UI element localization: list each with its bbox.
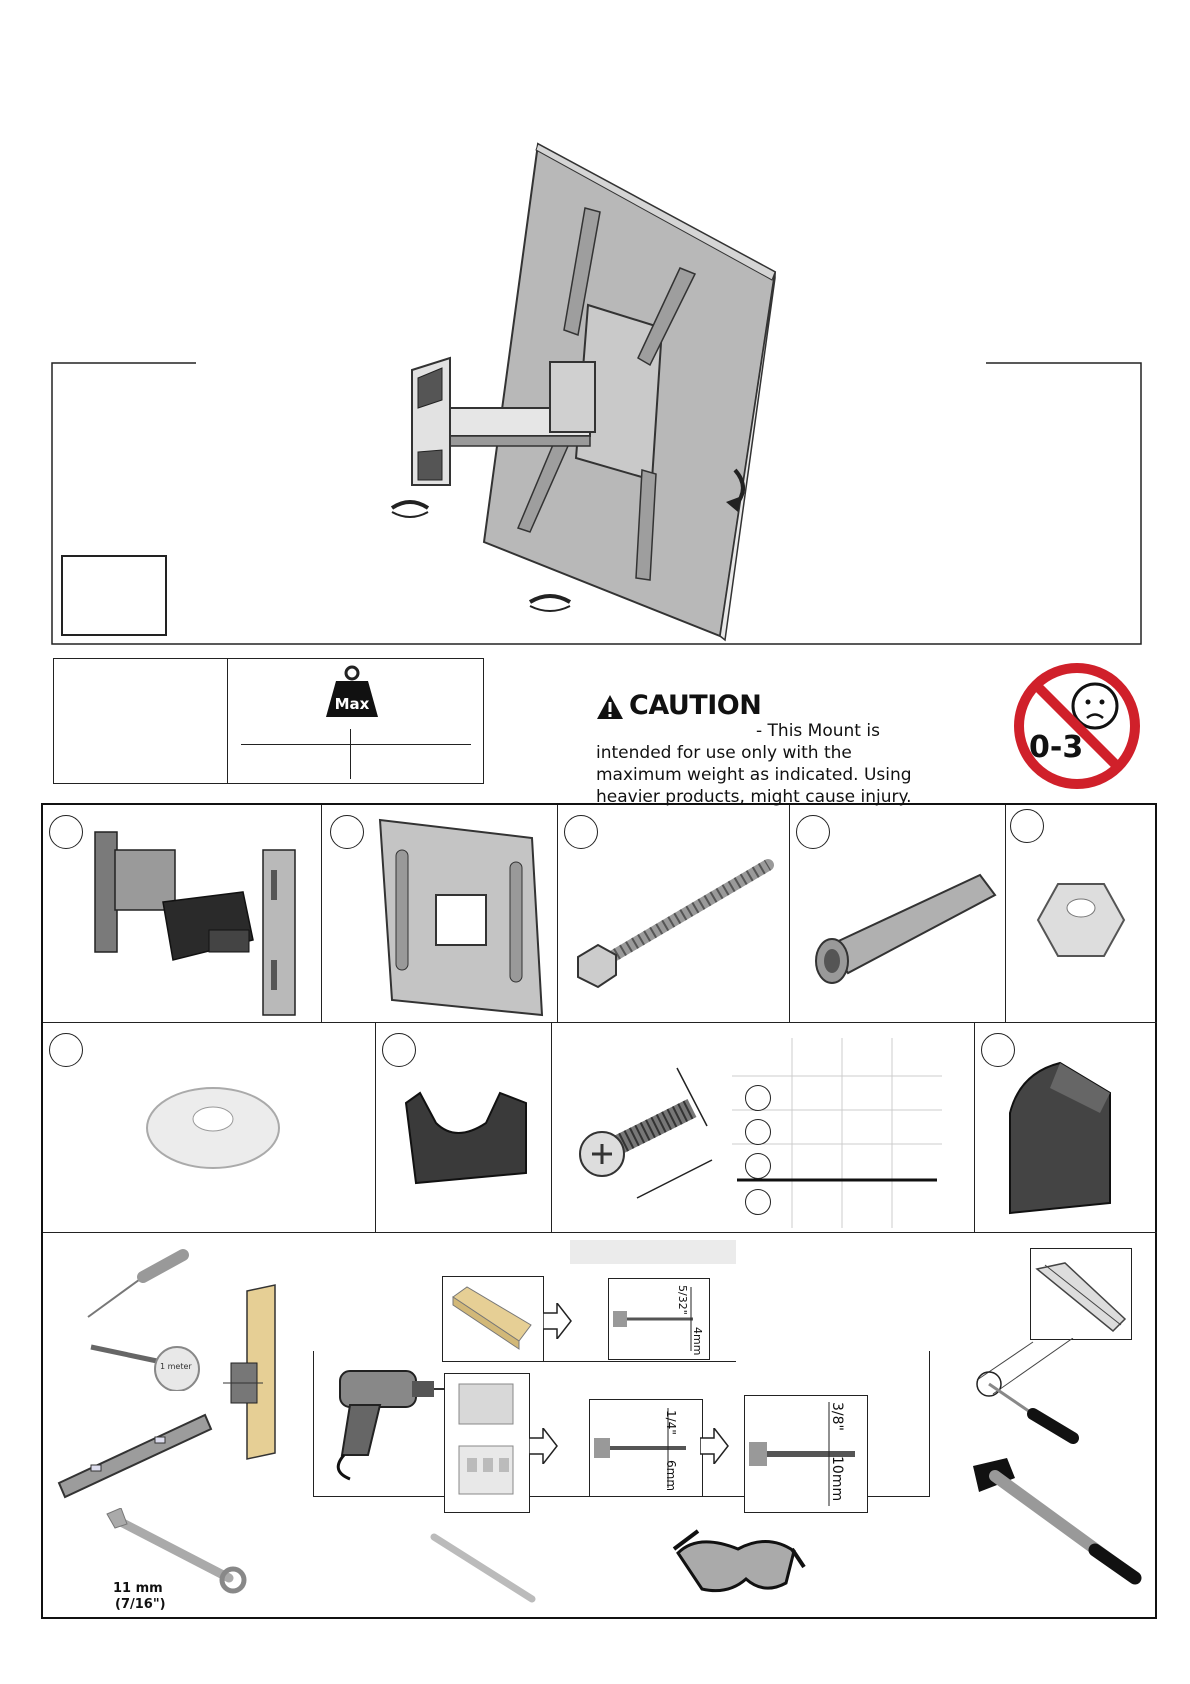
arrow-right-icon <box>543 1303 573 1339</box>
parts-grid <box>41 803 1157 1619</box>
wall-anchor-part-image <box>800 855 1000 995</box>
drill-bit-wood-box <box>608 1278 710 1360</box>
drill-icon <box>320 1361 460 1481</box>
screw-size-circle-c <box>745 1153 771 1179</box>
part-number-circle <box>49 815 83 849</box>
pencil-icon <box>428 1533 538 1603</box>
part-number-circle <box>49 1033 83 1067</box>
part-number-circle <box>1010 809 1044 843</box>
awl-icon <box>83 1245 193 1325</box>
tape-measure-icon <box>87 1335 207 1391</box>
weight-col-line <box>350 729 351 779</box>
screwdriver-icon <box>973 1338 1093 1448</box>
part-cell-machine-screws <box>552 1023 975 1233</box>
hammer-icon <box>955 1458 1145 1598</box>
age-warning-icon <box>1013 662 1141 790</box>
wrench-size-mm: 11 mm <box>113 1581 163 1596</box>
caution-notice <box>596 690 926 808</box>
arrow-right-icon <box>529 1428 559 1464</box>
screw-size-circle-a <box>745 1085 771 1111</box>
screw-size-circle-d <box>745 1189 771 1215</box>
part-cell-wall-anchor <box>790 805 1006 1023</box>
part-number-circle <box>796 815 830 849</box>
cable-cover-part-image <box>396 1073 536 1193</box>
part-cell-nut <box>1006 805 1157 1023</box>
part-number-circle <box>330 815 364 849</box>
weight-table-divider <box>227 659 228 783</box>
part-number-circle <box>564 815 598 849</box>
part-cell-end-cap <box>975 1023 1157 1233</box>
part-cell-washer <box>43 1023 376 1233</box>
tools-title-bar <box>570 1240 736 1264</box>
end-cap-part-image <box>1000 1053 1120 1223</box>
caution-message: - This Mount is intended for use only with the maximum weight as indicated. Using heavier products, might cause injury. <box>596 721 912 807</box>
drill-bit-masonry-small-mm: 6mm <box>664 1460 678 1492</box>
screw-size-circle-b <box>745 1119 771 1145</box>
tv-mount-illustration <box>380 140 800 650</box>
tools-section <box>43 1233 1155 1617</box>
drill-bit-wood-inch: 5/32" <box>676 1285 689 1315</box>
washer-part-image <box>143 1083 283 1173</box>
lag-bolt-part-image <box>568 845 783 995</box>
weight-row-line <box>241 744 471 745</box>
age-warning-label: 0-3 <box>1029 730 1084 765</box>
caution-heading: CAUTION <box>629 690 762 721</box>
wall-arm-part-image <box>83 810 313 1020</box>
drill-bit-masonry-large-box <box>744 1395 868 1513</box>
part-cell-lag-bolt <box>558 805 790 1023</box>
arrow-right-icon <box>700 1428 730 1464</box>
safety-goggles-icon <box>668 1523 808 1613</box>
drill-bit-masonry-small-inch: 1/4" <box>664 1410 678 1435</box>
machine-screw-part-image <box>562 1048 732 1208</box>
part-cell-wall-arm <box>43 805 322 1023</box>
wrench-size-in: (7/16") <box>115 1597 166 1612</box>
weight-icon-label: Max <box>334 695 370 713</box>
tape-measure-label: 1 meter <box>160 1362 192 1371</box>
spirit-level-icon <box>55 1411 215 1501</box>
weight-icon <box>324 665 380 721</box>
part-cell-cable-cover <box>376 1023 552 1233</box>
phillips-tip-detail-box <box>1030 1248 1132 1340</box>
vesa-plate-part-image <box>362 810 552 1020</box>
drill-bit-masonry-large-mm: 10mm <box>829 1456 845 1502</box>
drill-bit-masonry-small-box <box>589 1399 703 1497</box>
caution-heading-row <box>596 690 926 724</box>
masonry-material-box <box>444 1373 530 1513</box>
part-number-circle <box>382 1033 416 1067</box>
wood-material-box <box>442 1276 544 1362</box>
drill-bit-wood-mm: 4mm <box>691 1327 704 1356</box>
hex-nut-part-image <box>1036 880 1126 960</box>
stud-finder-icon <box>223 1283 293 1463</box>
part-cell-vesa-plate <box>322 805 558 1023</box>
weight-spec-table <box>53 658 484 784</box>
product-id-box <box>61 555 167 636</box>
drill-bit-masonry-large-inch: 3/8" <box>829 1402 845 1431</box>
warning-triangle-icon <box>596 694 624 720</box>
